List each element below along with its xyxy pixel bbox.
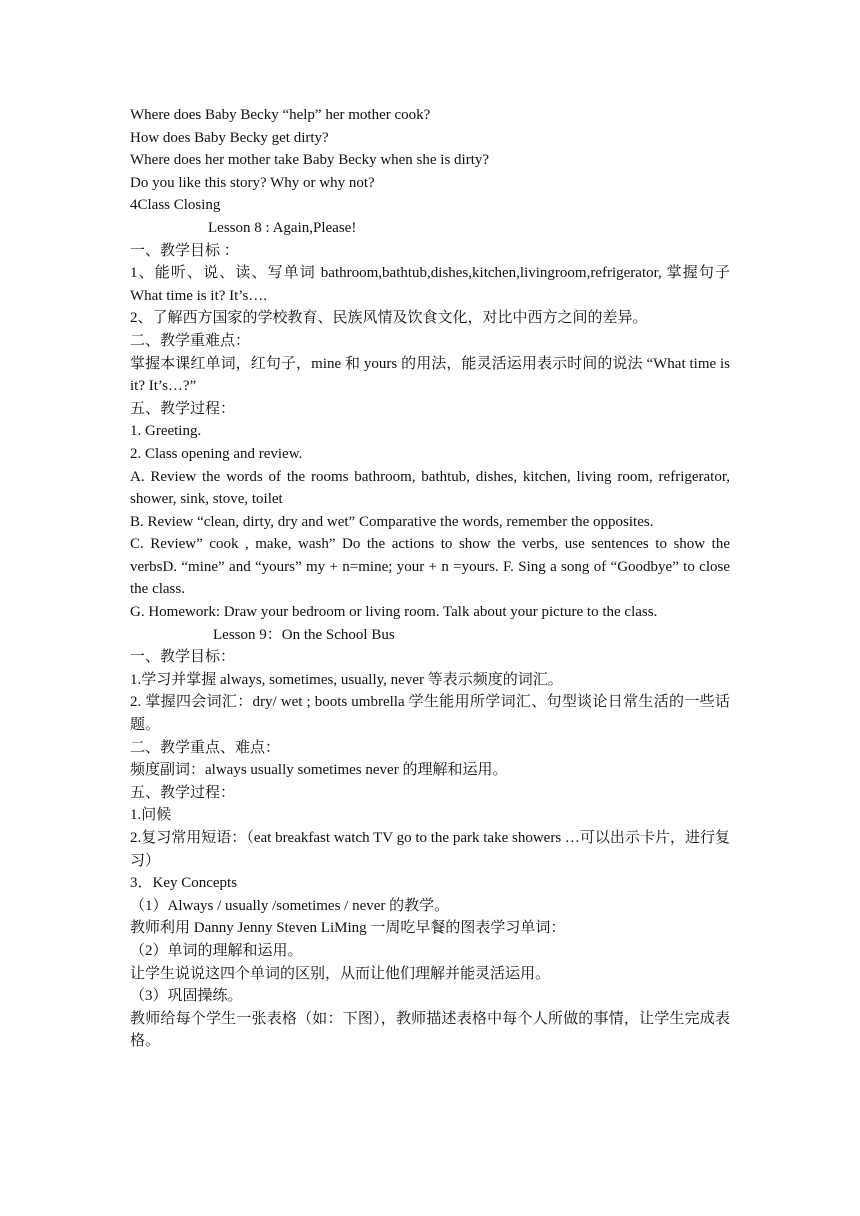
- text-line: （3）巩固操练。: [130, 988, 243, 1005]
- text-line: 二、教学重难点：: [130, 332, 251, 349]
- paragraph: 教师给每个学生一张表格（如：下图），教师描述表格中每个人所做的事情，让学生完成表格。: [130, 1010, 730, 1050]
- text-line: 1. Greeting.: [130, 423, 202, 440]
- text-line: 教师利用 Danny Jenny Steven LiMing 一周吃早餐的图表学习单词：: [130, 920, 566, 937]
- paragraph: 2. 掌握四会词汇：dry/ wet ; boots umbrella 学生能用所学词汇、句型谈论日常生活的一些话题。: [130, 694, 730, 734]
- text-line: Where does her mother take Baby Becky when she is dirty?: [130, 152, 490, 169]
- text-line: 二、教学重点、难点：: [130, 739, 281, 756]
- paragraph: B. Review “clean, dirty, dry and wet” Comparative the words, remember the opposites.: [130, 513, 654, 530]
- paragraph: 1、能听、说、读、写单词 bathroom,bathtub,dishes,kitchen,livingroom,refrigerator, 掌握句子 What time is it? It’s….: [130, 265, 730, 304]
- text-line: 2、了解西方国家的学校教育、民族风情及饮食文化，对比中西方之间的差异。: [130, 310, 648, 327]
- text-line: 4Class Closing: [130, 197, 221, 214]
- text-line: 五、教学过程：: [130, 784, 236, 801]
- text-line: （2）单词的理解和运用。: [130, 942, 303, 959]
- paragraph: 掌握本课红单词，红句子，mine 和 yours 的用法，能灵活运用表示时间的说法 “What time is it? It’s…?”: [130, 355, 730, 395]
- text-line: 1.问候: [130, 807, 172, 824]
- paragraph: C. Review” cook , make, wash” Do the actions to show the verbs, use sentences to show the verbsD. “mine” and “yours” my + n=mine; your + n =yours. F. Sing a song of “Goodbye” to close the class.: [130, 536, 730, 598]
- text-line: 1.学习并掌握 always, sometimes, usually, never 等表示频度的词汇。: [130, 671, 563, 688]
- text-line: 一、教学目标 ：: [130, 242, 239, 259]
- paragraph: A. Review the words of the rooms bathroom, bathtub, dishes, kitchen, living room, refrigerator, shower, sink, stove, toilet: [130, 468, 730, 508]
- text-line: How does Baby Becky get dirty?: [130, 129, 329, 146]
- paragraph: 2.复习常用短语：（eat breakfast watch TV go to the park take showers …可以出示卡片，进行复习）: [130, 830, 730, 869]
- text-line: 五、教学过程：: [130, 400, 236, 417]
- lesson-heading: Lesson 9：On the School Bus: [213, 626, 395, 643]
- document-body: [130, 104, 730, 1053]
- text-line: 频度副词：always usually sometimes never 的理解和运用。: [130, 762, 508, 779]
- text-line: （1）Always / usually /sometimes / never 的教学。: [130, 897, 450, 914]
- text-line: Where does Baby Becky “help” her mother cook?: [130, 107, 431, 123]
- text-line: Do you like this story? Why or why not?: [130, 174, 375, 191]
- text-line: 一、教学目标：: [130, 649, 236, 666]
- text-line: 3．Key Concepts: [130, 875, 238, 892]
- text-line: 让学生说说这四个单词的区别，从而让他们理解并能灵活运用。: [130, 965, 551, 982]
- lesson-heading: Lesson 8 : Again,Please!: [208, 219, 357, 236]
- text-line: 2. Class opening and review.: [130, 445, 303, 462]
- paragraph: G. Homework: Draw your bedroom or living room. Talk about your picture to the class.: [130, 604, 658, 621]
